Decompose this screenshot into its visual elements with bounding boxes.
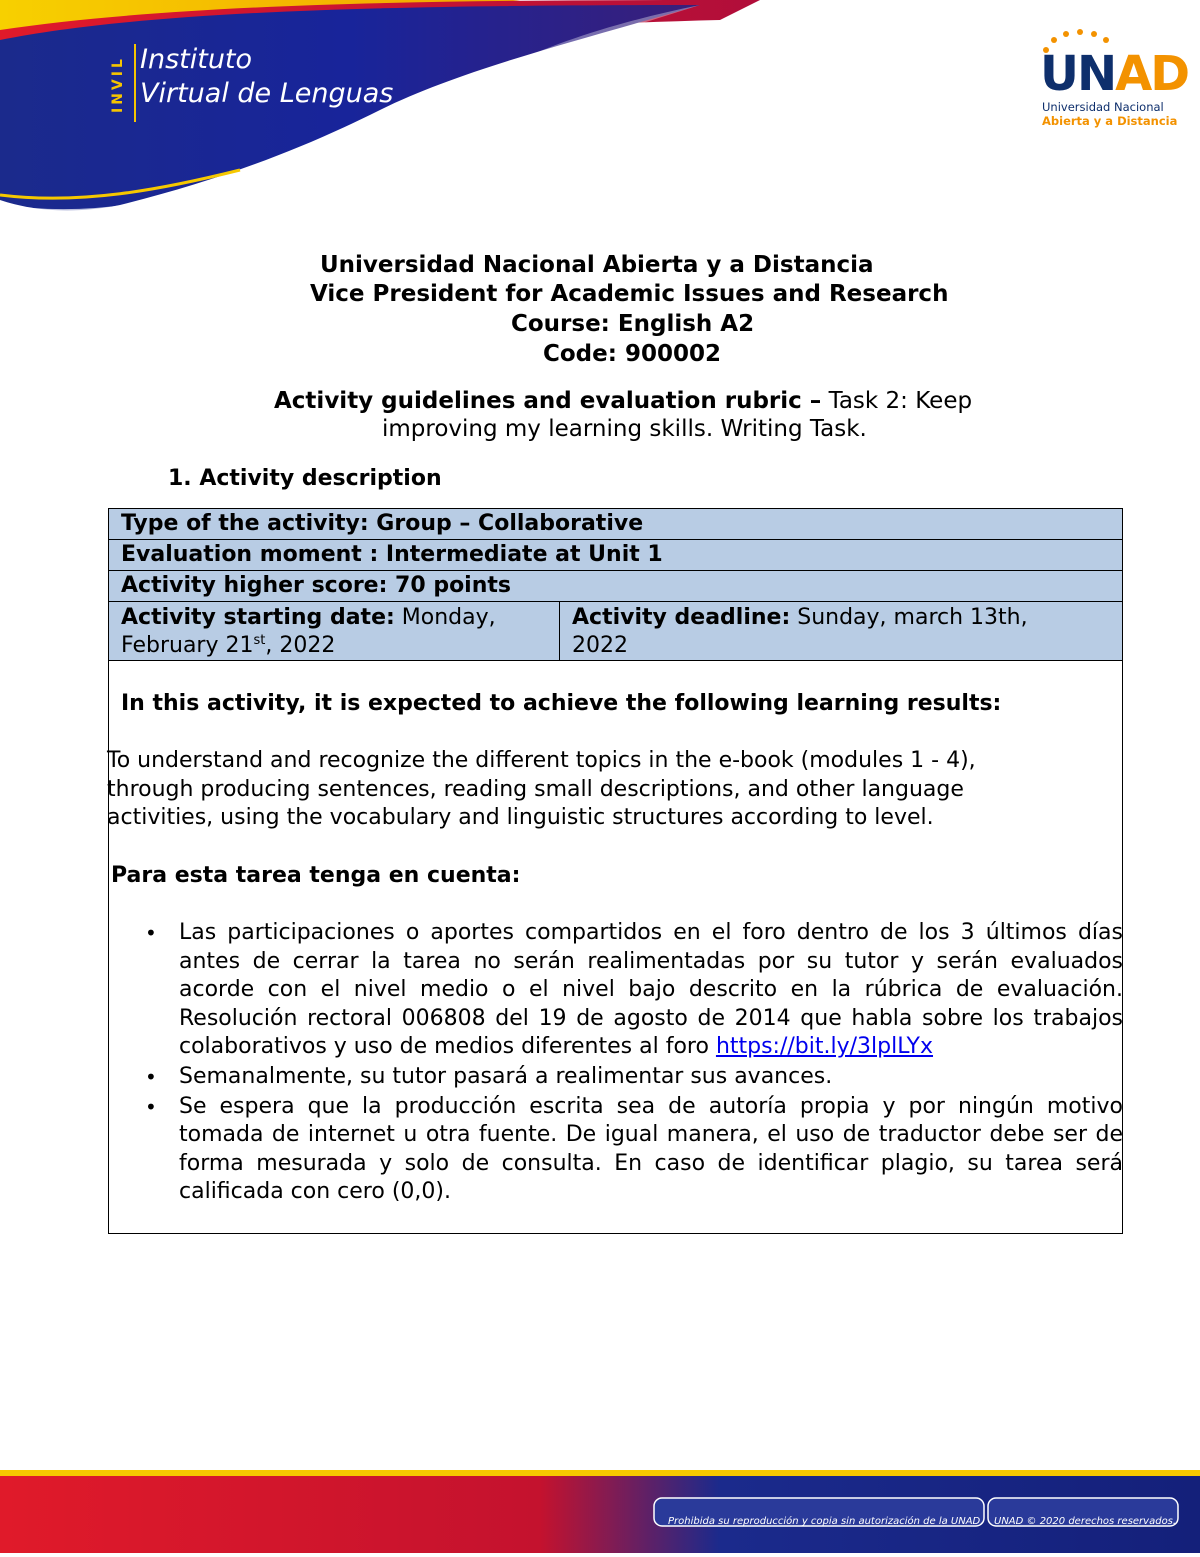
footer-rights: UNAD © 2020 derechos reservados. (994, 1516, 1177, 1527)
unad-subtitle-2: Abierta y a Distancia (1042, 114, 1178, 128)
list-item (145, 919, 1123, 1062)
unad-logo (1036, 28, 1189, 128)
higher-score-row: Activity higher score: 70 points (109, 571, 1122, 602)
invil-divider (134, 44, 136, 122)
invil-title-line2: Virtual de Lenguas (140, 78, 394, 109)
results-heading: In this activity, it is expected to achieve the following learning results: (121, 691, 1002, 716)
unad-ad: AD (1115, 46, 1189, 102)
guidelines-title (274, 388, 972, 414)
bullet-text: Semanalmente, su tutor pasará a realimentar sus avances. (179, 1063, 833, 1089)
deadline-value-1: Sunday, march 13th, (790, 605, 1028, 630)
activity-table (108, 508, 1123, 1234)
footer-copy-notice: Prohibida su reproducción y copia sin autorización de la UNAD. (668, 1516, 984, 1527)
deadline-value-2: 2022 (572, 633, 628, 658)
unad-wordmark (1040, 46, 1188, 102)
note-heading: Para esta tarea tenga en cuenta: (111, 863, 521, 888)
notes-list (145, 919, 1123, 1208)
invil-title-line1: Instituto (140, 44, 253, 75)
invil-vertical-text: INVIL (110, 56, 126, 114)
course-name: Course: English A2 (511, 311, 755, 337)
guidelines-title-line2: improving my learning skills. Writing Task. (382, 416, 867, 442)
guidelines-bold: Activity guidelines and evaluation rubric – (274, 388, 822, 414)
deadline-cell (560, 602, 1122, 660)
start-date-value-3: , 2022 (265, 633, 336, 658)
start-date-label: Activity starting date: (121, 605, 395, 630)
resolution-link[interactable]: https://bit.ly/3lplLYx (715, 1034, 934, 1060)
unad-n: N (1076, 46, 1116, 102)
start-date-value-2: February 21 (121, 633, 254, 658)
bullet-text: Se espera que la producción escrita sea de autoría propia y por ningún motivo tomada de internet u otra fuente. De igual manera, el uso de traductor debe ser de forma mesurada y solo de consulta. En caso de identificar plagio, su tarea será calificada con cero (0,0). (179, 1093, 1123, 1205)
start-date-cell (109, 602, 560, 660)
bullet-icon: • (145, 1064, 157, 1089)
vice-presidency: Vice President for Academic Issues and Research (310, 281, 949, 307)
unad-subtitle-1: Universidad Nacional (1042, 100, 1164, 114)
bullet-icon: • (145, 1094, 157, 1119)
unad-u: U (1040, 46, 1077, 102)
bullet-text: Las participaciones o aportes compartidos en el foro dentro de los 3 últimos días antes de cerrar la tarea no serán realimentadas por su tutor y serán evaluados acorde con el nivel medio o el nivel bajo descrito en la rúbrica de evaluación. Resolución rectoral 006808 del 19 de agosto de 2014 que habla sobre los trabajos colaborativos y uso de medios diferentes al foro (179, 920, 1123, 1060)
results-paragraph: To understand and recognize the different topics in the e-book (modules 1 - 4), through producing sentences, reading small descriptions, and other language activities, using the vocabulary and linguistic structures according to level. (107, 748, 976, 830)
start-date-value-1: Monday, (394, 605, 496, 630)
university-name: Universidad Nacional Abierta y a Distancia (320, 252, 874, 278)
list-item (145, 1063, 1123, 1092)
footer-banner (0, 1470, 1200, 1553)
activity-type-row: Type of the activity: Group – Collaborative (109, 509, 1122, 540)
bullet-icon: • (145, 921, 157, 945)
learning-results-cell (109, 661, 1122, 1233)
header-banner (0, 0, 1200, 230)
list-item (145, 1093, 1123, 1207)
guidelines-task: Task 2: Keep (821, 388, 973, 414)
course-code: Code: 900002 (543, 341, 721, 367)
deadline-label: Activity deadline: (572, 605, 791, 630)
start-date-sup: st (253, 633, 266, 648)
section-heading: 1. Activity description (168, 466, 442, 491)
dates-row (109, 602, 1122, 661)
evaluation-moment-row: Evaluation moment : Intermediate at Unit 1 (109, 540, 1122, 571)
